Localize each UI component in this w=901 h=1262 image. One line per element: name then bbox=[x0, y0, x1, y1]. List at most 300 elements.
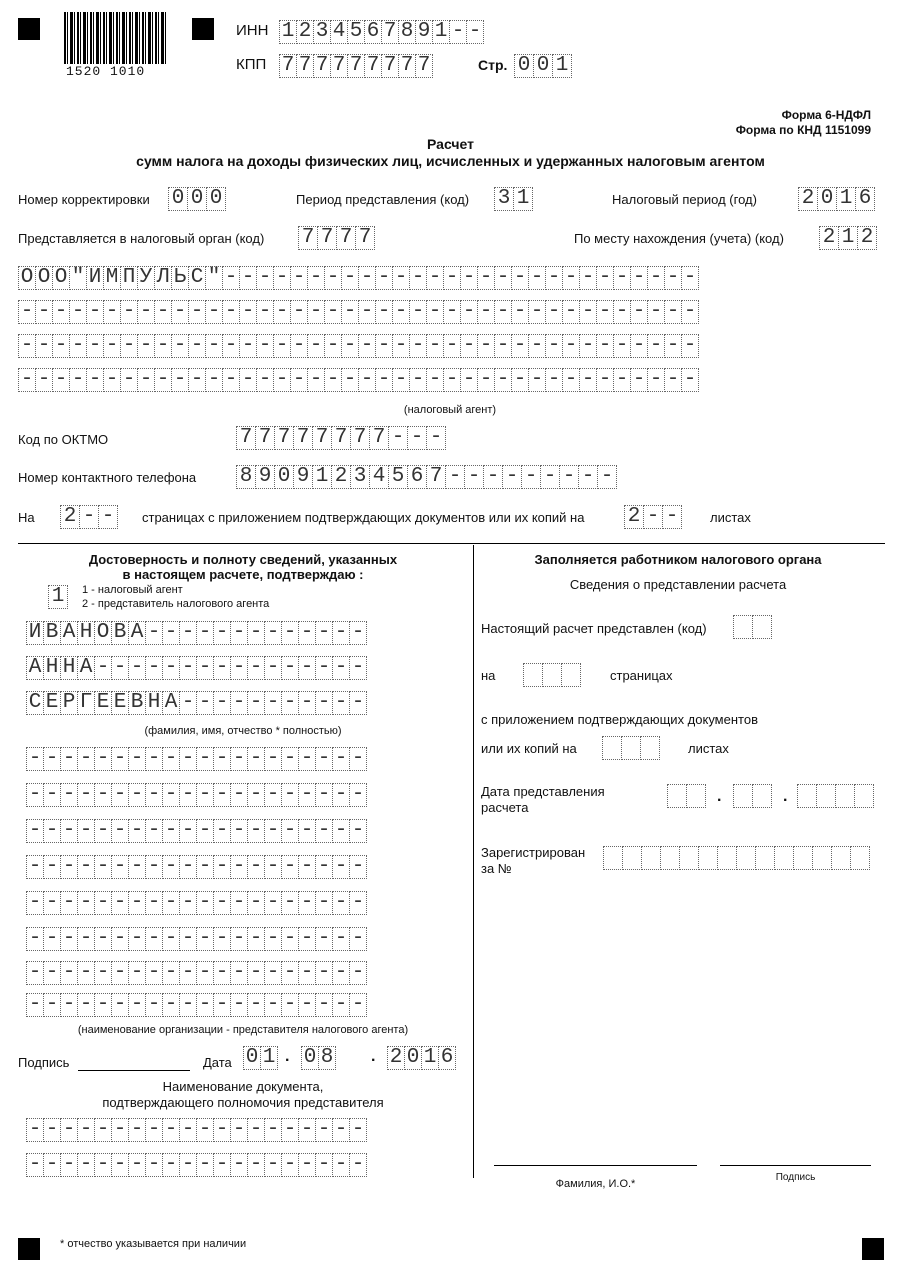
char-cell[interactable]: - bbox=[375, 266, 393, 290]
char-cell[interactable]: - bbox=[162, 1153, 180, 1177]
char-cell[interactable]: - bbox=[247, 1118, 265, 1142]
char-cell[interactable]: - bbox=[630, 300, 648, 324]
char-cell[interactable]: - bbox=[179, 993, 197, 1017]
char-cell[interactable]: - bbox=[213, 993, 231, 1017]
char-cell[interactable]: В bbox=[43, 621, 61, 645]
char-cell[interactable]: - bbox=[145, 747, 163, 771]
char-cell[interactable]: - bbox=[562, 266, 580, 290]
char-cell[interactable]: - bbox=[60, 819, 78, 843]
char-cell[interactable]: - bbox=[128, 783, 146, 807]
char-cell[interactable]: - bbox=[298, 927, 316, 951]
char-cell[interactable]: - bbox=[213, 747, 231, 771]
char-cell[interactable]: - bbox=[681, 300, 699, 324]
char-cell[interactable]: 2 bbox=[798, 187, 818, 211]
char-cell[interactable]: - bbox=[647, 266, 665, 290]
char-cell[interactable]: - bbox=[562, 300, 580, 324]
char-cell[interactable]: - bbox=[171, 334, 189, 358]
char-cell[interactable]: - bbox=[358, 334, 376, 358]
char-cell[interactable]: 7 bbox=[255, 426, 275, 450]
char-cell[interactable]: 7 bbox=[293, 426, 313, 450]
org-row-2[interactable] bbox=[26, 783, 366, 807]
char-cell[interactable]: - bbox=[111, 961, 129, 985]
char-cell[interactable]: - bbox=[358, 266, 376, 290]
char-cell[interactable]: - bbox=[60, 993, 78, 1017]
char-cell[interactable]: - bbox=[222, 300, 240, 324]
char-cell[interactable]: - bbox=[494, 266, 512, 290]
char-cell[interactable]: - bbox=[662, 505, 682, 529]
agent-name-row-1[interactable] bbox=[18, 266, 698, 290]
submit-day-cells[interactable] bbox=[667, 784, 705, 808]
char-cell[interactable]: 5 bbox=[388, 465, 408, 489]
char-cell[interactable]: - bbox=[94, 961, 112, 985]
char-cell[interactable]: - bbox=[483, 465, 503, 489]
char-cell[interactable]: - bbox=[332, 1153, 350, 1177]
char-cell[interactable]: - bbox=[111, 747, 129, 771]
char-cell[interactable]: - bbox=[460, 368, 478, 392]
char-cell[interactable]: - bbox=[230, 961, 248, 985]
char-cell[interactable]: - bbox=[18, 300, 36, 324]
char-cell[interactable]: Е bbox=[94, 691, 112, 715]
char-cell[interactable]: 7 bbox=[279, 54, 297, 78]
char-cell[interactable]: - bbox=[128, 891, 146, 915]
char-cell[interactable] bbox=[640, 736, 660, 760]
char-cell[interactable]: - bbox=[332, 927, 350, 951]
char-cell[interactable] bbox=[717, 846, 737, 870]
char-cell[interactable]: 0 bbox=[206, 187, 226, 211]
char-cell[interactable]: - bbox=[409, 266, 427, 290]
char-cell[interactable]: 2 bbox=[60, 505, 80, 529]
char-cell[interactable]: - bbox=[154, 300, 172, 324]
char-cell[interactable]: 9 bbox=[415, 20, 433, 44]
char-cell[interactable]: 1 bbox=[513, 187, 533, 211]
char-cell[interactable]: 1 bbox=[836, 187, 856, 211]
char-cell[interactable]: - bbox=[111, 819, 129, 843]
char-cell[interactable]: - bbox=[128, 961, 146, 985]
char-cell[interactable]: - bbox=[162, 819, 180, 843]
char-cell[interactable]: - bbox=[298, 783, 316, 807]
char-cell[interactable]: " bbox=[205, 266, 223, 290]
char-cell[interactable]: - bbox=[681, 266, 699, 290]
char-cell[interactable]: - bbox=[94, 993, 112, 1017]
char-cell[interactable]: 7 bbox=[347, 54, 365, 78]
char-cell[interactable] bbox=[797, 784, 817, 808]
char-cell[interactable]: - bbox=[460, 334, 478, 358]
char-cell[interactable]: - bbox=[69, 300, 87, 324]
char-cell[interactable]: - bbox=[145, 993, 163, 1017]
char-cell[interactable]: - bbox=[273, 334, 291, 358]
char-cell[interactable]: - bbox=[239, 368, 257, 392]
char-cell[interactable]: 1 bbox=[421, 1046, 439, 1070]
char-cell[interactable]: - bbox=[281, 993, 299, 1017]
char-cell[interactable]: - bbox=[179, 747, 197, 771]
char-cell[interactable]: - bbox=[247, 891, 265, 915]
char-cell[interactable]: - bbox=[332, 747, 350, 771]
tax-period-cells[interactable] bbox=[798, 187, 874, 211]
char-cell[interactable]: - bbox=[213, 927, 231, 951]
char-cell[interactable]: - bbox=[332, 691, 350, 715]
char-cell[interactable]: - bbox=[179, 927, 197, 951]
char-cell[interactable] bbox=[602, 736, 622, 760]
char-cell[interactable]: И bbox=[26, 621, 44, 645]
char-cell[interactable]: - bbox=[77, 747, 95, 771]
char-cell[interactable]: - bbox=[643, 505, 663, 529]
char-cell[interactable]: 7 bbox=[415, 54, 433, 78]
char-cell[interactable]: - bbox=[86, 368, 104, 392]
char-cell[interactable]: - bbox=[128, 819, 146, 843]
char-cell[interactable]: - bbox=[341, 368, 359, 392]
char-cell[interactable]: 9 bbox=[255, 465, 275, 489]
char-cell[interactable] bbox=[686, 784, 706, 808]
char-cell[interactable]: - bbox=[494, 300, 512, 324]
char-cell[interactable]: - bbox=[18, 334, 36, 358]
char-cell[interactable]: - bbox=[545, 266, 563, 290]
char-cell[interactable]: - bbox=[349, 691, 367, 715]
char-cell[interactable]: - bbox=[98, 505, 118, 529]
char-cell[interactable]: 1 bbox=[312, 465, 332, 489]
char-cell[interactable]: О bbox=[18, 266, 36, 290]
char-cell[interactable] bbox=[603, 846, 623, 870]
char-cell[interactable]: - bbox=[349, 819, 367, 843]
char-cell[interactable]: 0 bbox=[301, 1046, 319, 1070]
char-cell[interactable]: 2 bbox=[296, 20, 314, 44]
inn-cells[interactable] bbox=[279, 20, 483, 44]
char-cell[interactable]: - bbox=[43, 819, 61, 843]
char-cell[interactable]: - bbox=[69, 334, 87, 358]
char-cell[interactable]: - bbox=[375, 334, 393, 358]
agent-name-row-4[interactable] bbox=[18, 368, 698, 392]
char-cell[interactable]: 8 bbox=[236, 465, 256, 489]
char-cell[interactable]: - bbox=[137, 334, 155, 358]
org-row-1[interactable] bbox=[26, 747, 366, 771]
char-cell[interactable]: - bbox=[26, 1118, 44, 1142]
char-cell[interactable]: 1 bbox=[432, 20, 450, 44]
char-cell[interactable]: - bbox=[341, 300, 359, 324]
date-year-cells[interactable] bbox=[387, 1046, 455, 1070]
char-cell[interactable]: - bbox=[145, 891, 163, 915]
char-cell[interactable]: 1 bbox=[279, 20, 297, 44]
char-cell[interactable]: - bbox=[579, 334, 597, 358]
char-cell[interactable]: - bbox=[315, 1118, 333, 1142]
char-cell[interactable]: - bbox=[264, 747, 282, 771]
char-cell[interactable]: - bbox=[528, 266, 546, 290]
char-cell[interactable]: - bbox=[128, 747, 146, 771]
char-cell[interactable]: - bbox=[630, 368, 648, 392]
char-cell[interactable]: - bbox=[230, 855, 248, 879]
char-cell[interactable]: - bbox=[247, 927, 265, 951]
char-cell[interactable]: 7 bbox=[350, 426, 370, 450]
agent-name-row-2[interactable] bbox=[18, 300, 698, 324]
char-cell[interactable]: - bbox=[94, 1118, 112, 1142]
char-cell[interactable]: - bbox=[128, 1153, 146, 1177]
char-cell[interactable]: - bbox=[179, 855, 197, 879]
char-cell[interactable]: - bbox=[128, 993, 146, 1017]
char-cell[interactable]: - bbox=[559, 465, 579, 489]
char-cell[interactable] bbox=[621, 736, 641, 760]
char-cell[interactable]: 0 bbox=[187, 187, 207, 211]
char-cell[interactable]: - bbox=[332, 621, 350, 645]
char-cell[interactable]: - bbox=[213, 1153, 231, 1177]
char-cell[interactable]: - bbox=[426, 300, 444, 324]
char-cell[interactable]: - bbox=[443, 368, 461, 392]
char-cell[interactable]: - bbox=[196, 1118, 214, 1142]
char-cell[interactable]: А bbox=[26, 656, 44, 680]
char-cell[interactable]: - bbox=[264, 891, 282, 915]
char-cell[interactable]: - bbox=[230, 1153, 248, 1177]
char-cell[interactable]: 7 bbox=[313, 54, 331, 78]
char-cell[interactable]: - bbox=[264, 656, 282, 680]
patronymic-cells[interactable] bbox=[26, 691, 366, 715]
char-cell[interactable]: - bbox=[264, 927, 282, 951]
char-cell[interactable]: " bbox=[69, 266, 87, 290]
char-cell[interactable]: В bbox=[128, 691, 146, 715]
char-cell[interactable]: - bbox=[145, 927, 163, 951]
char-cell[interactable]: - bbox=[332, 819, 350, 843]
char-cell[interactable]: - bbox=[256, 334, 274, 358]
char-cell[interactable]: - bbox=[647, 368, 665, 392]
char-cell[interactable]: - bbox=[349, 1153, 367, 1177]
char-cell[interactable]: - bbox=[596, 300, 614, 324]
char-cell[interactable]: - bbox=[597, 465, 617, 489]
char-cell[interactable]: 7 bbox=[398, 54, 416, 78]
char-cell[interactable] bbox=[793, 846, 813, 870]
char-cell[interactable]: - bbox=[213, 855, 231, 879]
char-cell[interactable]: - bbox=[298, 621, 316, 645]
char-cell[interactable]: - bbox=[60, 1118, 78, 1142]
char-cell[interactable]: 6 bbox=[855, 187, 875, 211]
char-cell[interactable]: - bbox=[349, 891, 367, 915]
char-cell[interactable]: - bbox=[341, 334, 359, 358]
char-cell[interactable]: - bbox=[111, 656, 129, 680]
char-cell[interactable] bbox=[752, 784, 772, 808]
char-cell[interactable]: - bbox=[332, 855, 350, 879]
char-cell[interactable]: - bbox=[528, 368, 546, 392]
char-cell[interactable]: - bbox=[120, 368, 138, 392]
char-cell[interactable]: - bbox=[103, 334, 121, 358]
char-cell[interactable]: - bbox=[43, 961, 61, 985]
char-cell[interactable]: А bbox=[60, 621, 78, 645]
char-cell[interactable]: - bbox=[664, 266, 682, 290]
char-cell[interactable]: - bbox=[409, 368, 427, 392]
char-cell[interactable]: О bbox=[35, 266, 53, 290]
char-cell[interactable]: - bbox=[256, 300, 274, 324]
char-cell[interactable]: - bbox=[511, 334, 529, 358]
char-cell[interactable]: - bbox=[205, 334, 223, 358]
char-cell[interactable]: - bbox=[298, 656, 316, 680]
char-cell[interactable]: 1 bbox=[260, 1046, 278, 1070]
char-cell[interactable]: 7 bbox=[298, 226, 318, 250]
char-cell[interactable]: - bbox=[128, 855, 146, 879]
char-cell[interactable]: - bbox=[375, 368, 393, 392]
char-cell[interactable]: 0 bbox=[168, 187, 188, 211]
char-cell[interactable]: - bbox=[111, 993, 129, 1017]
char-cell[interactable]: - bbox=[162, 855, 180, 879]
char-cell[interactable]: - bbox=[392, 266, 410, 290]
char-cell[interactable]: 7 bbox=[331, 426, 351, 450]
char-cell[interactable]: - bbox=[162, 656, 180, 680]
char-cell[interactable]: - bbox=[196, 691, 214, 715]
char-cell[interactable]: - bbox=[281, 656, 299, 680]
char-cell[interactable]: - bbox=[540, 465, 560, 489]
char-cell[interactable]: - bbox=[315, 993, 333, 1017]
char-cell[interactable]: - bbox=[179, 891, 197, 915]
char-cell[interactable]: - bbox=[52, 334, 70, 358]
char-cell[interactable]: - bbox=[256, 266, 274, 290]
char-cell[interactable]: Н bbox=[145, 691, 163, 715]
char-cell[interactable]: - bbox=[145, 1153, 163, 1177]
char-cell[interactable]: - bbox=[111, 1153, 129, 1177]
char-cell[interactable]: Н bbox=[43, 656, 61, 680]
char-cell[interactable]: 9 bbox=[293, 465, 313, 489]
char-cell[interactable]: 0 bbox=[533, 54, 553, 78]
char-cell[interactable]: М bbox=[103, 266, 121, 290]
char-cell[interactable]: - bbox=[77, 927, 95, 951]
char-cell[interactable]: - bbox=[392, 334, 410, 358]
char-cell[interactable]: - bbox=[596, 368, 614, 392]
char-cell[interactable]: - bbox=[494, 368, 512, 392]
char-cell[interactable]: - bbox=[449, 20, 467, 44]
char-cell[interactable]: - bbox=[315, 1153, 333, 1177]
char-cell[interactable]: - bbox=[145, 656, 163, 680]
oktmo-cells[interactable] bbox=[236, 426, 445, 450]
char-cell[interactable]: - bbox=[528, 300, 546, 324]
char-cell[interactable]: - bbox=[239, 334, 257, 358]
char-cell[interactable]: - bbox=[298, 747, 316, 771]
org-row-5[interactable] bbox=[26, 891, 366, 915]
char-cell[interactable]: - bbox=[196, 855, 214, 879]
char-cell[interactable] bbox=[641, 846, 661, 870]
char-cell[interactable]: - bbox=[247, 1153, 265, 1177]
char-cell[interactable]: - bbox=[332, 656, 350, 680]
char-cell[interactable]: 0 bbox=[243, 1046, 261, 1070]
char-cell[interactable]: - bbox=[196, 1153, 214, 1177]
char-cell[interactable]: - bbox=[94, 891, 112, 915]
char-cell[interactable]: 7 bbox=[381, 20, 399, 44]
char-cell[interactable]: - bbox=[230, 819, 248, 843]
char-cell[interactable]: - bbox=[579, 368, 597, 392]
char-cell[interactable]: - bbox=[647, 300, 665, 324]
char-cell[interactable] bbox=[542, 663, 562, 687]
char-cell[interactable]: - bbox=[128, 656, 146, 680]
char-cell[interactable] bbox=[835, 784, 855, 808]
char-cell[interactable]: - bbox=[426, 368, 444, 392]
char-cell[interactable]: П bbox=[120, 266, 138, 290]
char-cell[interactable]: - bbox=[307, 300, 325, 324]
char-cell[interactable]: - bbox=[315, 783, 333, 807]
char-cell[interactable]: - bbox=[247, 783, 265, 807]
signature-line[interactable] bbox=[78, 1070, 190, 1071]
char-cell[interactable]: - bbox=[545, 334, 563, 358]
char-cell[interactable]: - bbox=[477, 368, 495, 392]
char-cell[interactable]: - bbox=[145, 783, 163, 807]
char-cell[interactable]: - bbox=[60, 747, 78, 771]
agent-name-row-3[interactable] bbox=[18, 334, 698, 358]
char-cell[interactable]: - bbox=[290, 368, 308, 392]
char-cell[interactable]: - bbox=[128, 927, 146, 951]
char-cell[interactable]: - bbox=[154, 334, 172, 358]
char-cell[interactable]: 6 bbox=[438, 1046, 456, 1070]
char-cell[interactable]: - bbox=[315, 855, 333, 879]
char-cell[interactable]: - bbox=[545, 368, 563, 392]
char-cell[interactable]: - bbox=[562, 334, 580, 358]
char-cell[interactable]: - bbox=[145, 1118, 163, 1142]
char-cell[interactable] bbox=[854, 784, 874, 808]
char-cell[interactable] bbox=[698, 846, 718, 870]
char-cell[interactable]: - bbox=[162, 993, 180, 1017]
char-cell[interactable]: Е bbox=[43, 691, 61, 715]
char-cell[interactable]: - bbox=[273, 368, 291, 392]
org-row-4[interactable] bbox=[26, 855, 366, 879]
char-cell[interactable]: 8 bbox=[398, 20, 416, 44]
char-cell[interactable]: - bbox=[26, 961, 44, 985]
char-cell[interactable]: - bbox=[94, 855, 112, 879]
char-cell[interactable]: 7 bbox=[336, 226, 356, 250]
char-cell[interactable]: - bbox=[281, 819, 299, 843]
char-cell[interactable]: - bbox=[502, 465, 522, 489]
char-cell[interactable]: - bbox=[213, 783, 231, 807]
char-cell[interactable]: С bbox=[26, 691, 44, 715]
char-cell[interactable]: - bbox=[613, 334, 631, 358]
char-cell[interactable]: - bbox=[247, 819, 265, 843]
surname-cells[interactable] bbox=[26, 621, 366, 645]
char-cell[interactable]: - bbox=[349, 961, 367, 985]
char-cell[interactable]: - bbox=[298, 691, 316, 715]
char-cell[interactable]: Г bbox=[77, 691, 95, 715]
char-cell[interactable]: - bbox=[230, 747, 248, 771]
char-cell[interactable]: - bbox=[60, 855, 78, 879]
char-cell[interactable]: - bbox=[196, 621, 214, 645]
period-cells[interactable] bbox=[494, 187, 532, 211]
char-cell[interactable]: 7 bbox=[236, 426, 256, 450]
char-cell[interactable]: - bbox=[111, 1118, 129, 1142]
char-cell[interactable]: - bbox=[315, 819, 333, 843]
char-cell[interactable]: - bbox=[426, 426, 446, 450]
char-cell[interactable]: - bbox=[281, 1153, 299, 1177]
char-cell[interactable]: - bbox=[664, 334, 682, 358]
char-cell[interactable]: - bbox=[222, 368, 240, 392]
char-cell[interactable]: - bbox=[349, 1118, 367, 1142]
char-cell[interactable]: - bbox=[77, 1153, 95, 1177]
char-cell[interactable]: - bbox=[230, 891, 248, 915]
char-cell[interactable]: - bbox=[630, 266, 648, 290]
char-cell[interactable] bbox=[816, 784, 836, 808]
char-cell[interactable]: - bbox=[196, 993, 214, 1017]
char-cell[interactable]: - bbox=[179, 1153, 197, 1177]
char-cell[interactable]: - bbox=[188, 368, 206, 392]
char-cell[interactable]: - bbox=[298, 1118, 316, 1142]
char-cell[interactable]: - bbox=[103, 300, 121, 324]
char-cell[interactable]: С bbox=[188, 266, 206, 290]
char-cell[interactable]: - bbox=[145, 855, 163, 879]
char-cell[interactable]: 3 bbox=[494, 187, 514, 211]
char-cell[interactable] bbox=[660, 846, 680, 870]
char-cell[interactable]: - bbox=[196, 891, 214, 915]
char-cell[interactable]: - bbox=[213, 819, 231, 843]
sheets-cells[interactable] bbox=[624, 505, 681, 529]
char-cell[interactable]: О bbox=[94, 621, 112, 645]
inspector-fio-line[interactable] bbox=[494, 1165, 697, 1166]
char-cell[interactable]: - bbox=[349, 783, 367, 807]
char-cell[interactable]: - bbox=[145, 621, 163, 645]
char-cell[interactable]: - bbox=[349, 656, 367, 680]
copies-count-cells[interactable] bbox=[602, 736, 659, 760]
char-cell[interactable]: - bbox=[77, 993, 95, 1017]
char-cell[interactable]: - bbox=[145, 819, 163, 843]
char-cell[interactable]: - bbox=[409, 334, 427, 358]
char-cell[interactable]: У bbox=[137, 266, 155, 290]
char-cell[interactable]: - bbox=[315, 891, 333, 915]
char-cell[interactable]: - bbox=[477, 266, 495, 290]
char-cell[interactable]: - bbox=[94, 1153, 112, 1177]
